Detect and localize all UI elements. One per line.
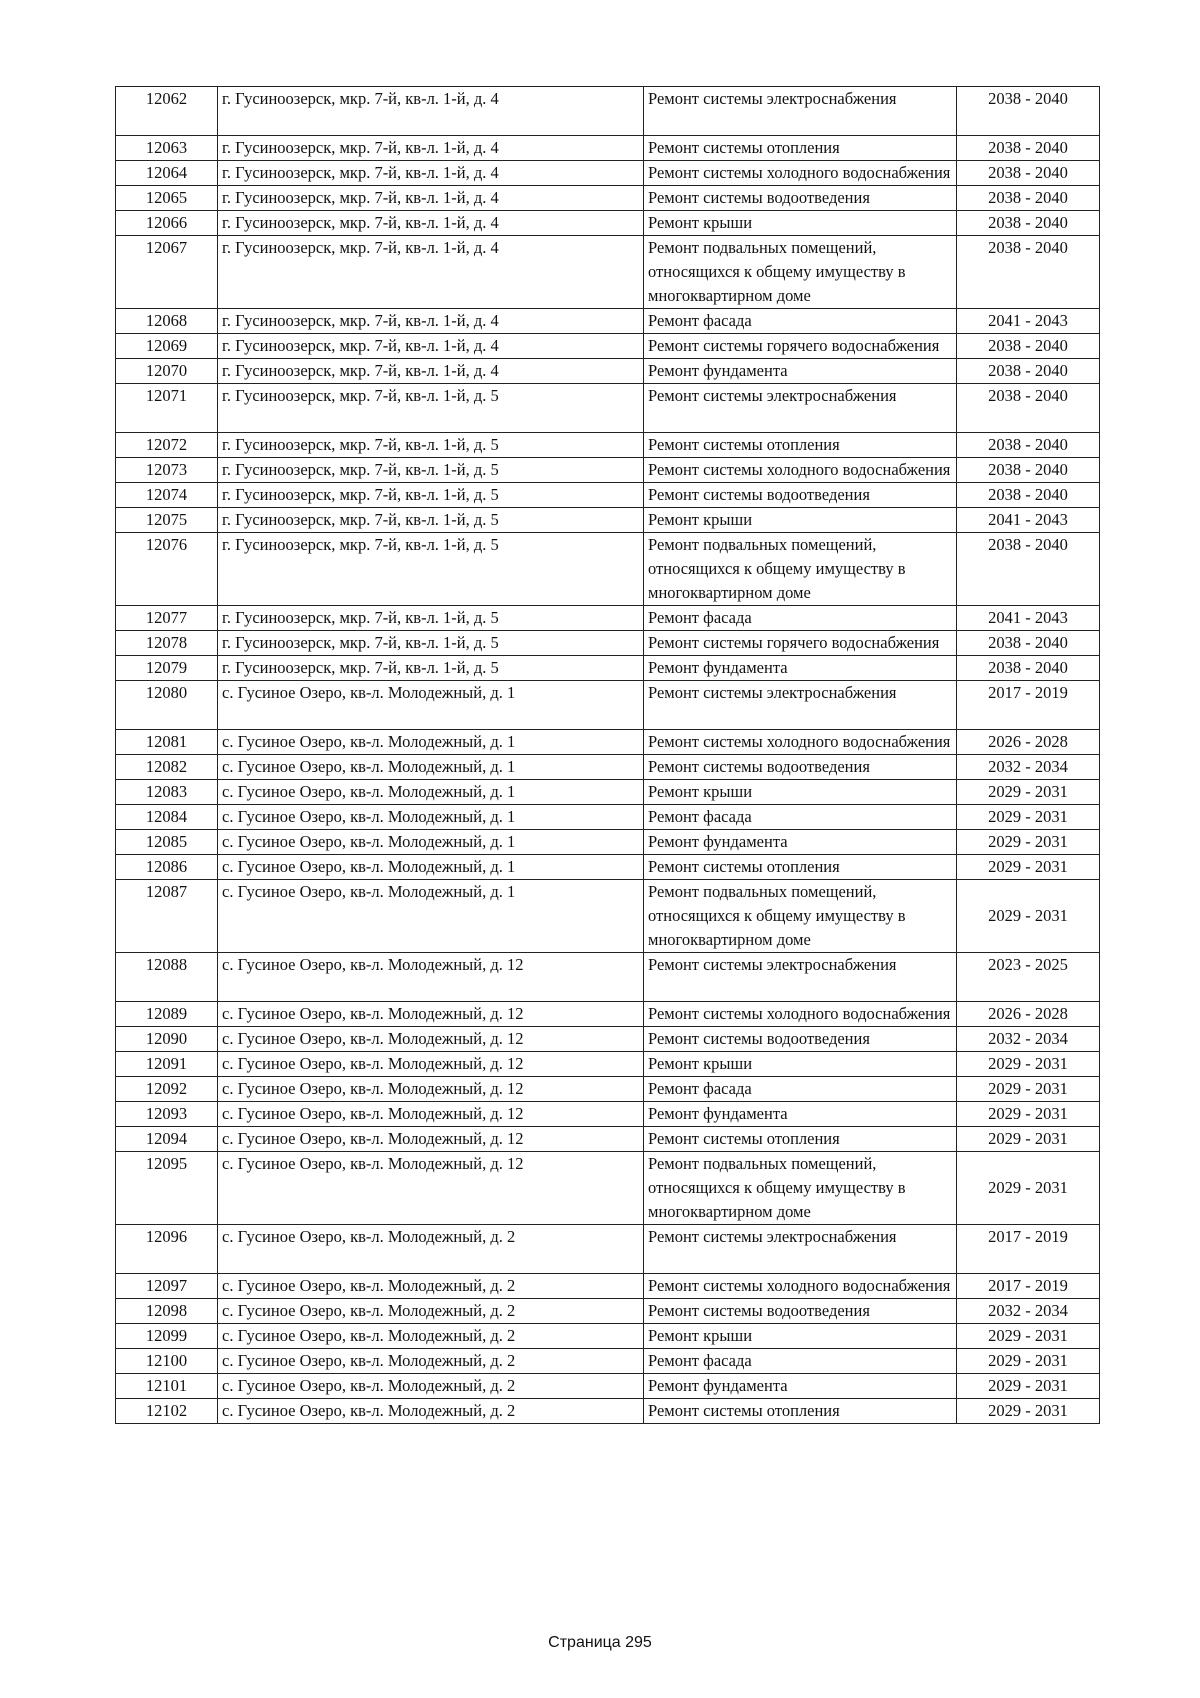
cell-period: 2038 - 2040 [957,384,1100,433]
cell-address: г. Гусиноозерск, мкр. 7-й, кв-л. 1-й, д. 5 [218,433,644,458]
cell-work-type: Ремонт системы водоотведения [644,483,957,508]
cell-period: 2032 - 2034 [957,1027,1100,1052]
cell-work-type: Ремонт системы электроснабжения [644,87,957,136]
cell-period: 2029 - 2031 [957,780,1100,805]
cell-id: 12102 [116,1399,218,1424]
cell-id: 12093 [116,1102,218,1127]
cell-period: 2029 - 2031 [957,1399,1100,1424]
table-row [116,433,1100,458]
cell-id: 12086 [116,855,218,880]
cell-work-type: Ремонт фасада [644,309,957,334]
table-row [116,730,1100,755]
cell-address: с. Гусиное Озеро, кв-л. Молодежный, д. 2 [218,1349,644,1374]
cell-id: 12064 [116,161,218,186]
cell-id: 12062 [116,87,218,136]
cell-address: г. Гусиноозерск, мкр. 7-й, кв-л. 1-й, д. 5 [218,384,644,433]
cell-address: г. Гусиноозерск, мкр. 7-й, кв-л. 1-й, д. 5 [218,631,644,656]
cell-address: с. Гусиное Озеро, кв-л. Молодежный, д. 12 [218,1052,644,1077]
table-row [116,1349,1100,1374]
cell-id: 12094 [116,1127,218,1152]
cell-id: 12072 [116,433,218,458]
table-row [116,780,1100,805]
cell-address: с. Гусиное Озеро, кв-л. Молодежный, д. 12 [218,1152,644,1225]
cell-address: с. Гусиное Озеро, кв-л. Молодежный, д. 1 [218,880,644,953]
table-row [116,1002,1100,1027]
cell-work-type: Ремонт системы горячего водоснабжения [644,334,957,359]
cell-id: 12077 [116,606,218,631]
cell-address: г. Гусиноозерск, мкр. 7-й, кв-л. 1-й, д. 4 [218,211,644,236]
cell-id: 12070 [116,359,218,384]
cell-work-type: Ремонт фундамента [644,359,957,384]
cell-address: г. Гусиноозерск, мкр. 7-й, кв-л. 1-й, д. 5 [218,656,644,681]
cell-period: 2017 - 2019 [957,1274,1100,1299]
cell-address: с. Гусиное Озеро, кв-л. Молодежный, д. 2 [218,1299,644,1324]
cell-work-type: Ремонт системы электроснабжения [644,384,957,433]
cell-work-type: Ремонт системы холодного водоснабжения [644,458,957,483]
table-row [116,1225,1100,1274]
cell-work-type: Ремонт системы водоотведения [644,1299,957,1324]
table-row [116,631,1100,656]
cell-address: г. Гусиноозерск, мкр. 7-й, кв-л. 1-й, д. 4 [218,309,644,334]
table-row [116,211,1100,236]
table-row [116,87,1100,136]
cell-work-type: Ремонт подвальных помещений, относящихся к общему имуществу в многоквартирном доме [644,533,957,606]
cell-address: с. Гусиное Озеро, кв-л. Молодежный, д. 1 [218,855,644,880]
cell-period: 2032 - 2034 [957,1299,1100,1324]
cell-address: с. Гусиное Озеро, кв-л. Молодежный, д. 12 [218,1077,644,1102]
cell-id: 12083 [116,780,218,805]
cell-period: 2038 - 2040 [957,631,1100,656]
table-row [116,805,1100,830]
table-row [116,384,1100,433]
cell-work-type: Ремонт системы водоотведения [644,755,957,780]
cell-address: г. Гусиноозерск, мкр. 7-й, кв-л. 1-й, д. 5 [218,483,644,508]
cell-id: 12067 [116,236,218,309]
cell-id: 12088 [116,953,218,1002]
table-row [116,359,1100,384]
cell-id: 12091 [116,1052,218,1077]
cell-period: 2029 - 2031 [957,1374,1100,1399]
cell-address: г. Гусиноозерск, мкр. 7-й, кв-л. 1-й, д. 4 [218,161,644,186]
cell-work-type: Ремонт фундамента [644,1374,957,1399]
cell-work-type: Ремонт системы отопления [644,1399,957,1424]
cell-work-type: Ремонт подвальных помещений, относящихся к общему имуществу в многоквартирном доме [644,236,957,309]
cell-work-type: Ремонт системы горячего водоснабжения [644,631,957,656]
cell-address: с. Гусиное Озеро, кв-л. Молодежный, д. 2 [218,1324,644,1349]
cell-period: 2023 - 2025 [957,953,1100,1002]
cell-id: 12068 [116,309,218,334]
cell-id: 12074 [116,483,218,508]
cell-period: 2029 - 2031 [957,1052,1100,1077]
table-row [116,334,1100,359]
cell-period: 2017 - 2019 [957,681,1100,730]
table-row [116,855,1100,880]
cell-id: 12071 [116,384,218,433]
cell-work-type: Ремонт системы холодного водоснабжения [644,161,957,186]
cell-work-type: Ремонт крыши [644,1052,957,1077]
cell-period: 2032 - 2034 [957,755,1100,780]
cell-period: 2038 - 2040 [957,433,1100,458]
cell-work-type: Ремонт крыши [644,1324,957,1349]
cell-address: с. Гусиное Озеро, кв-л. Молодежный, д. 1 [218,681,644,730]
cell-work-type: Ремонт крыши [644,508,957,533]
cell-period: 2026 - 2028 [957,730,1100,755]
table-row [116,483,1100,508]
cell-address: с. Гусиное Озеро, кв-л. Молодежный, д. 2 [218,1225,644,1274]
cell-id: 12075 [116,508,218,533]
table-body [116,87,1100,1424]
cell-id: 12085 [116,830,218,855]
table-row [116,1399,1100,1424]
cell-period: 2038 - 2040 [957,533,1100,606]
cell-period: 2029 - 2031 [957,830,1100,855]
cell-period: 2038 - 2040 [957,186,1100,211]
cell-work-type: Ремонт фундамента [644,1102,957,1127]
table-row [116,1102,1100,1127]
cell-period: 2038 - 2040 [957,359,1100,384]
table-row [116,1324,1100,1349]
cell-address: г. Гусиноозерск, мкр. 7-й, кв-л. 1-й, д. 5 [218,533,644,606]
table-row [116,606,1100,631]
cell-period: 2038 - 2040 [957,236,1100,309]
cell-id: 12100 [116,1349,218,1374]
cell-period: 2041 - 2043 [957,606,1100,631]
cell-address: г. Гусиноозерск, мкр. 7-й, кв-л. 1-й, д. 5 [218,458,644,483]
table-row [116,755,1100,780]
cell-work-type: Ремонт системы холодного водоснабжения [644,730,957,755]
cell-address: г. Гусиноозерск, мкр. 7-й, кв-л. 1-й, д. 4 [218,334,644,359]
table-row [116,880,1100,953]
cell-period: 2017 - 2019 [957,1225,1100,1274]
cell-work-type: Ремонт системы холодного водоснабжения [644,1002,957,1027]
cell-id: 12099 [116,1324,218,1349]
table-row [116,458,1100,483]
table-row [116,309,1100,334]
cell-period: 2029 - 2031 [957,1324,1100,1349]
table-row [116,1274,1100,1299]
cell-address: с. Гусиное Озеро, кв-л. Молодежный, д. 12 [218,953,644,1002]
cell-work-type: Ремонт системы отопления [644,1127,957,1152]
cell-id: 12092 [116,1077,218,1102]
cell-period: 2038 - 2040 [957,161,1100,186]
cell-address: с. Гусиное Озеро, кв-л. Молодежный, д. 1 [218,805,644,830]
cell-period: 2029 - 2031 [957,1152,1100,1225]
cell-work-type: Ремонт системы отопления [644,136,957,161]
cell-work-type: Ремонт системы холодного водоснабжения [644,1274,957,1299]
cell-id: 12096 [116,1225,218,1274]
table-row [116,1152,1100,1225]
cell-address: с. Гусиное Озеро, кв-л. Молодежный, д. 12 [218,1127,644,1152]
cell-work-type: Ремонт фасада [644,1077,957,1102]
cell-period: 2038 - 2040 [957,136,1100,161]
cell-work-type: Ремонт фундамента [644,656,957,681]
cell-id: 12089 [116,1002,218,1027]
cell-work-type: Ремонт крыши [644,780,957,805]
cell-period: 2038 - 2040 [957,87,1100,136]
cell-address: с. Гусиное Озеро, кв-л. Молодежный, д. 1 [218,755,644,780]
cell-id: 12065 [116,186,218,211]
cell-id: 12076 [116,533,218,606]
cell-id: 12066 [116,211,218,236]
cell-period: 2029 - 2031 [957,1102,1100,1127]
table-row [116,681,1100,730]
cell-work-type: Ремонт крыши [644,211,957,236]
cell-id: 12097 [116,1274,218,1299]
cell-period: 2041 - 2043 [957,309,1100,334]
page-number: Страница 295 [548,1634,652,1651]
cell-id: 12098 [116,1299,218,1324]
cell-address: с. Гусиное Озеро, кв-л. Молодежный, д. 2 [218,1374,644,1399]
cell-address: г. Гусиноозерск, мкр. 7-й, кв-л. 1-й, д. 4 [218,236,644,309]
cell-address: с. Гусиное Озеро, кв-л. Молодежный, д. 2 [218,1274,644,1299]
table-row [116,1077,1100,1102]
table-row [116,508,1100,533]
cell-work-type: Ремонт системы водоотведения [644,186,957,211]
cell-work-type: Ремонт системы электроснабжения [644,681,957,730]
cell-period: 2029 - 2031 [957,1349,1100,1374]
cell-address: с. Гусиное Озеро, кв-л. Молодежный, д. 2 [218,1399,644,1424]
table-row [116,533,1100,606]
cell-id: 12084 [116,805,218,830]
cell-period: 2029 - 2031 [957,1127,1100,1152]
cell-address: г. Гусиноозерск, мкр. 7-й, кв-л. 1-й, д. 5 [218,508,644,533]
table-row [116,136,1100,161]
cell-id: 12069 [116,334,218,359]
cell-id: 12090 [116,1027,218,1052]
cell-work-type: Ремонт системы электроснабжения [644,953,957,1002]
cell-work-type: Ремонт системы отопления [644,855,957,880]
cell-address: г. Гусиноозерск, мкр. 7-й, кв-л. 1-й, д. 4 [218,359,644,384]
cell-id: 12063 [116,136,218,161]
cell-period: 2038 - 2040 [957,211,1100,236]
cell-period: 2029 - 2031 [957,1077,1100,1102]
table-row [116,1027,1100,1052]
cell-id: 12095 [116,1152,218,1225]
table-row [116,656,1100,681]
cell-work-type: Ремонт фасада [644,805,957,830]
cell-id: 12081 [116,730,218,755]
table-row [116,953,1100,1002]
cell-period: 2029 - 2031 [957,880,1100,953]
cell-period: 2038 - 2040 [957,656,1100,681]
cell-period: 2026 - 2028 [957,1002,1100,1027]
cell-id: 12078 [116,631,218,656]
cell-work-type: Ремонт подвальных помещений, относящихся к общему имуществу в многоквартирном доме [644,880,957,953]
table-row [116,830,1100,855]
table-row [116,1127,1100,1152]
cell-id: 12082 [116,755,218,780]
cell-id: 12079 [116,656,218,681]
cell-id: 12080 [116,681,218,730]
table-row [116,1299,1100,1324]
cell-period: 2029 - 2031 [957,805,1100,830]
cell-work-type: Ремонт системы электроснабжения [644,1225,957,1274]
cell-address: с. Гусиное Озеро, кв-л. Молодежный, д. 1 [218,730,644,755]
cell-period: 2038 - 2040 [957,458,1100,483]
cell-work-type: Ремонт подвальных помещений, относящихся к общему имуществу в многоквартирном доме [644,1152,957,1225]
repair-schedule-table [115,86,1100,1424]
cell-period: 2041 - 2043 [957,508,1100,533]
cell-period: 2038 - 2040 [957,334,1100,359]
cell-address: г. Гусиноозерск, мкр. 7-й, кв-л. 1-й, д. 5 [218,606,644,631]
cell-work-type: Ремонт фасада [644,1349,957,1374]
cell-address: г. Гусиноозерск, мкр. 7-й, кв-л. 1-й, д. 4 [218,186,644,211]
table-row [116,236,1100,309]
cell-address: с. Гусиное Озеро, кв-л. Молодежный, д. 1 [218,780,644,805]
cell-id: 12073 [116,458,218,483]
cell-period: 2038 - 2040 [957,483,1100,508]
cell-address: с. Гусиное Озеро, кв-л. Молодежный, д. 12 [218,1027,644,1052]
table-row [116,1052,1100,1077]
table-row [116,1374,1100,1399]
cell-address: с. Гусиное Озеро, кв-л. Молодежный, д. 12 [218,1002,644,1027]
cell-work-type: Ремонт фундамента [644,830,957,855]
cell-work-type: Ремонт системы водоотведения [644,1027,957,1052]
cell-period: 2029 - 2031 [957,855,1100,880]
cell-address: с. Гусиное Озеро, кв-л. Молодежный, д. 1 [218,830,644,855]
cell-address: г. Гусиноозерск, мкр. 7-й, кв-л. 1-й, д. 4 [218,136,644,161]
cell-address: г. Гусиноозерск, мкр. 7-й, кв-л. 1-й, д. 4 [218,87,644,136]
cell-id: 12087 [116,880,218,953]
table-row [116,161,1100,186]
table-row [116,186,1100,211]
cell-work-type: Ремонт фасада [644,606,957,631]
cell-id: 12101 [116,1374,218,1399]
cell-address: с. Гусиное Озеро, кв-л. Молодежный, д. 12 [218,1102,644,1127]
cell-work-type: Ремонт системы отопления [644,433,957,458]
